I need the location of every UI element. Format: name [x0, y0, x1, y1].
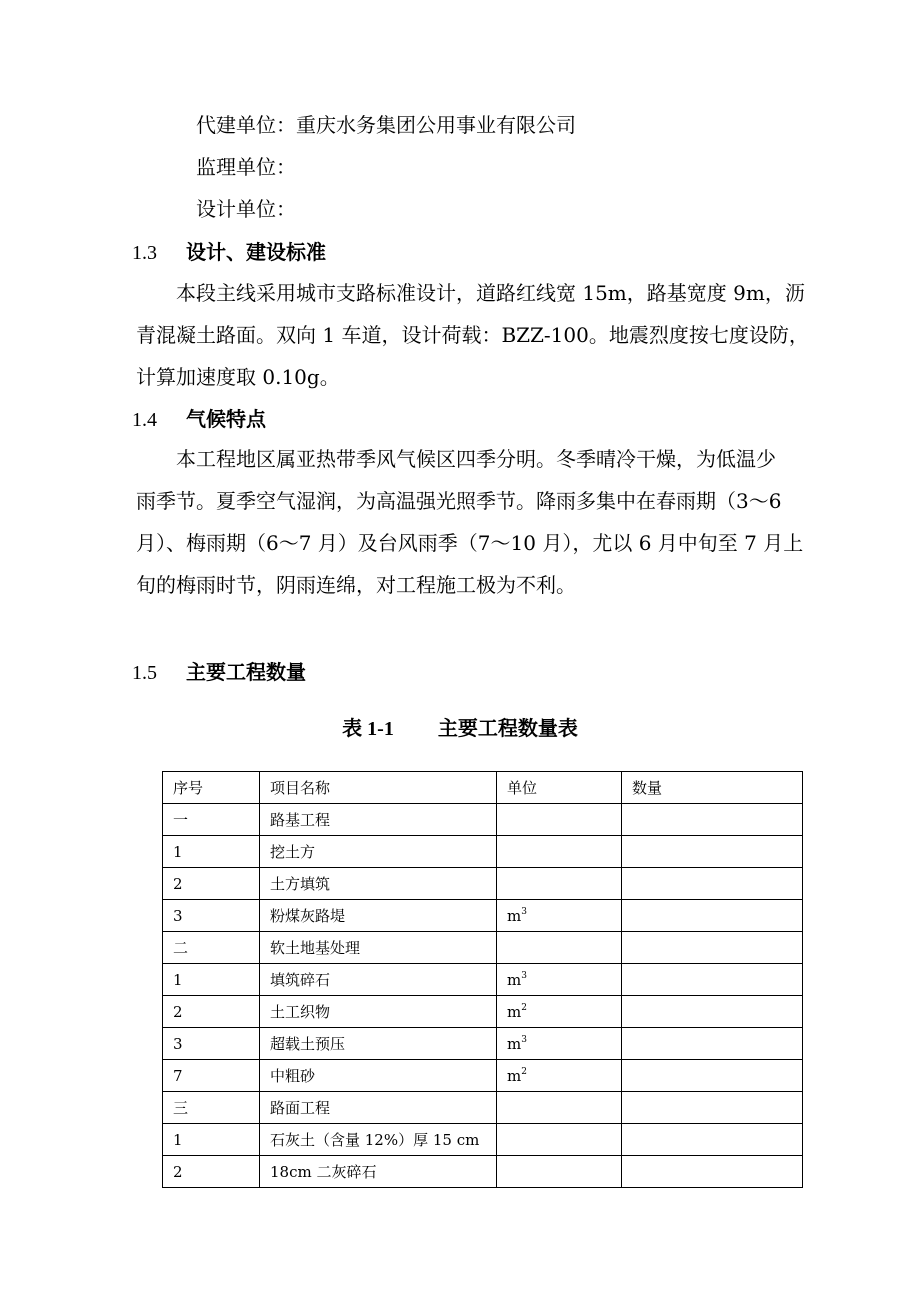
- cell-name: 18cm 二灰碎石: [260, 1156, 497, 1188]
- unit-base: m: [507, 906, 522, 925]
- cell-unit: [497, 804, 622, 836]
- table-caption-number: 表 1-1: [342, 718, 394, 740]
- header-qty: 数量: [622, 772, 803, 804]
- cell-no: 1: [163, 836, 260, 868]
- cell-unit: [497, 964, 622, 996]
- cell-qty: [622, 1124, 803, 1156]
- quantity-table: [162, 771, 803, 1188]
- unit-exponent: 3: [521, 906, 527, 917]
- unit-base: m: [507, 1066, 522, 1085]
- cell-qty: [622, 868, 803, 900]
- header-no: 序号: [163, 772, 260, 804]
- para-line: 月）、梅雨期（6～7 月）及台风雨季（7～10 月），尤以 6 月中旬至 7 月上: [136, 531, 804, 555]
- table-row: [163, 1156, 803, 1188]
- cell-no: 2: [163, 1156, 260, 1188]
- section-number: 1.4: [132, 409, 157, 431]
- cell-qty: [622, 900, 803, 932]
- cell-name: 超载土预压: [260, 1028, 497, 1060]
- table-row: [163, 1124, 803, 1156]
- cell-qty: [622, 996, 803, 1028]
- agent-unit: 代建单位：重庆水务集团公用事业有限公司: [196, 113, 576, 137]
- table-row: [163, 1028, 803, 1060]
- section-title: 主要工程数量: [186, 660, 306, 684]
- section-1-4-body: [136, 438, 836, 606]
- cell-name: 石灰土（含量 12%）厚 15 cm: [260, 1124, 497, 1156]
- table-caption-title: 主要工程数量表: [437, 716, 578, 740]
- cell-no: 2: [163, 996, 260, 1028]
- header-name: 项目名称: [260, 772, 497, 804]
- para-line: 旬的梅雨时节，阴雨连绵，对工程施工极为不利。: [136, 573, 576, 597]
- cell-unit: [497, 1060, 622, 1092]
- cell-qty: [622, 1028, 803, 1060]
- cell-name: 土方填筑: [260, 868, 497, 900]
- para-line: 雨季节。夏季空气湿润，为高温强光照季节。降雨多集中在春雨期（3～6: [136, 489, 782, 513]
- unit-exponent: 2: [521, 1002, 527, 1013]
- cell-name: 填筑碎石: [260, 964, 497, 996]
- section-title: 气候特点: [186, 407, 266, 431]
- cell-qty: [622, 1060, 803, 1092]
- cell-no: 二: [163, 932, 260, 964]
- table-row: [163, 964, 803, 996]
- table-row: [163, 1060, 803, 1092]
- section-1-5-heading: [132, 660, 306, 685]
- cell-qty: [622, 932, 803, 964]
- cell-no: 3: [163, 1028, 260, 1060]
- section-1-3-body: [136, 272, 836, 398]
- cell-name: 土工织物: [260, 996, 497, 1028]
- table-row: [163, 868, 803, 900]
- cell-no: 1: [163, 1124, 260, 1156]
- cell-unit: [497, 868, 622, 900]
- table-header-row: [163, 772, 803, 804]
- table-row: [163, 996, 803, 1028]
- unit-base: m: [507, 970, 522, 989]
- cell-no: 一: [163, 804, 260, 836]
- cell-unit: [497, 900, 622, 932]
- section-title: 设计、建设标准: [186, 240, 326, 264]
- supervisor-unit: 监理单位：: [196, 155, 296, 179]
- section-1-3-heading: [132, 240, 326, 265]
- unit-base: m: [507, 1034, 522, 1053]
- para-line: 青混凝土路面。双向 1 车道，设计荷载：BZZ-100。地震烈度按七度设防，: [136, 323, 809, 347]
- cell-no: 3: [163, 900, 260, 932]
- table-row: [163, 836, 803, 868]
- table-caption: [0, 712, 920, 741]
- cell-qty: [622, 804, 803, 836]
- cell-qty: [622, 1092, 803, 1124]
- designer-unit: 设计单位：: [196, 197, 296, 221]
- cell-name: 挖土方: [260, 836, 497, 868]
- unit-exponent: 3: [521, 1034, 527, 1045]
- unit-base: m: [507, 1002, 522, 1021]
- section-1-4-heading: [132, 407, 266, 432]
- table-row: [163, 932, 803, 964]
- cell-qty: [622, 836, 803, 868]
- cell-no: 1: [163, 964, 260, 996]
- cell-unit: [497, 836, 622, 868]
- cell-no: 7: [163, 1060, 260, 1092]
- cell-name: 软土地基处理: [260, 932, 497, 964]
- section-number: 1.3: [132, 242, 157, 264]
- table-row: [163, 804, 803, 836]
- unit-exponent: 2: [521, 1066, 527, 1077]
- cell-unit: [497, 1156, 622, 1188]
- cell-unit: [497, 996, 622, 1028]
- cell-unit: [497, 1124, 622, 1156]
- cell-unit: [497, 1092, 622, 1124]
- cell-name: 中粗砂: [260, 1060, 497, 1092]
- table-row: [163, 900, 803, 932]
- header-unit: 单位: [497, 772, 622, 804]
- para-line: 计算加速度取 0.10g。: [136, 365, 340, 389]
- table-row: [163, 1092, 803, 1124]
- cell-qty: [622, 1156, 803, 1188]
- cell-name: 粉煤灰路堤: [260, 900, 497, 932]
- cell-unit: [497, 932, 622, 964]
- cell-no: 2: [163, 868, 260, 900]
- cell-unit: [497, 1028, 622, 1060]
- section-number: 1.5: [132, 662, 157, 684]
- cell-name: 路基工程: [260, 804, 497, 836]
- cell-no: 三: [163, 1092, 260, 1124]
- cell-name: 路面工程: [260, 1092, 497, 1124]
- para-line: 本段主线采用城市支路标准设计，道路红线宽 15m，路基宽度 9m，沥: [176, 281, 805, 305]
- cell-qty: [622, 964, 803, 996]
- unit-exponent: 3: [521, 970, 527, 981]
- para-line: 本工程地区属亚热带季风气候区四季分明。冬季晴冷干燥，为低温少: [176, 447, 776, 471]
